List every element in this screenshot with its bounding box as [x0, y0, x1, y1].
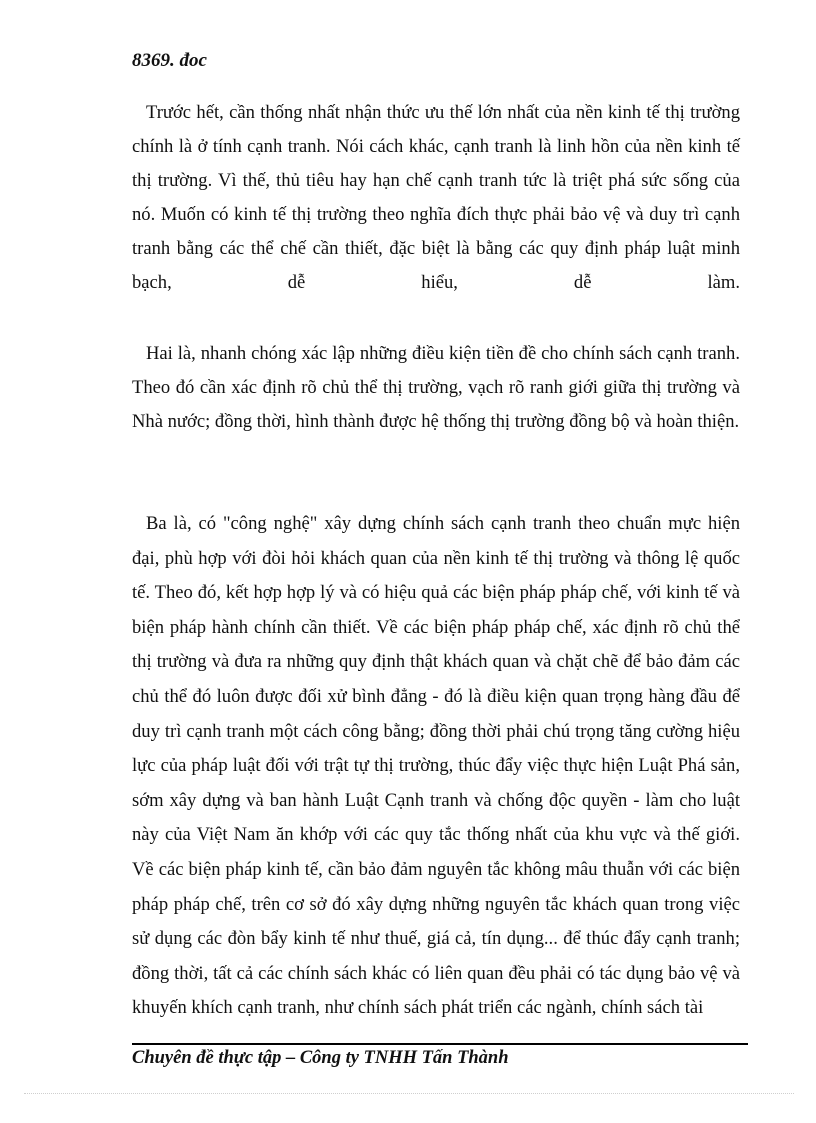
footer-divider	[132, 1043, 748, 1045]
document-header: 8369. đoc	[132, 50, 207, 71]
paragraph-policy-technology: Ba là, có "công nghệ" xây dựng chính sách cạnh tranh theo chuẩn mực hiện đại, phù hợp với đòi hỏi khách quan của nền kinh tế thị trường và thông lệ quốc tế. Theo đó, kết hợp hợp lý và có hiệu quả các biện pháp pháp chế, với kinh tế và biện pháp hành chính cần thiết. Về các biện pháp pháp chế, xác định rõ chủ thể thị trường và đưa ra những quy định thật khách quan và chặt chẽ để bảo đảm các chủ thể đó luôn được đối xử bình đẳng - đó là điều kiện quan trọng hàng đầu để duy trì cạnh tranh một cách công bằng; đồng thời phải chú trọng tăng cường hiệu lực của pháp luật đối với trật tự thị trường, thúc đẩy việc thực hiện Luật Phá sản, sớm xây dựng và ban hành Luật Cạnh tranh và chống độc quyền - làm cho luật này của Việt Nam ăn khớp với các quy tắc thống nhất của khu vực và thế giới. Về các biện pháp kinh tế, cần bảo đảm nguyên tắc không mâu thuẫn với các biện pháp pháp chế, trên cơ sở đó xây dựng những nguyên tắc khách quan trong việc sử dụng các đòn bẩy kinh tế như thuế, giá cả, tín dụng... để thúc đẩy cạnh tranh; đồng thời, tất cả các chính sách khác có liên quan đều phải có tác dụng bảo vệ và khuyến khích cạnh tranh, như chính sách phát triển các ngành, chính sách tài	[132, 513, 740, 1019]
paragraph-preconditions: Hai là, nhanh chóng xác lập những điều kiện tiền đề cho chính sách cạnh tranh. Theo đó cần xác định rõ chủ thể thị trường, vạch rõ ranh giới giữa thị trường và Nhà nước; đồng thời, hình thành được hệ thống thị trường đồng bộ và hoàn thiện.	[132, 343, 740, 432]
document-footer: Chuyên đề thực tập – Công ty TNHH Tấn Thành	[132, 1048, 509, 1068]
paragraph-competition-advantage: Trước hết, cần thống nhất nhận thức ưu thế lớn nhất của nền kinh tế thị trường chính là ở tính cạnh tranh. Nói cách khác, cạnh tranh là linh hồn của nền kinh tế thị trường. Vì thế, thủ tiêu hay hạn chế cạnh tranh tức là triệt phá sức sống của nó. Muốn có kinh tế thị trường theo nghĩa đích thực phải bảo vệ và duy trì cạnh tranh bằng các thể chế cần thiết, đặc biệt là bằng các quy định pháp luật minh bạch, dễ hiểu, dễ làm.	[132, 102, 740, 293]
page-boundary-line	[24, 1093, 794, 1094]
